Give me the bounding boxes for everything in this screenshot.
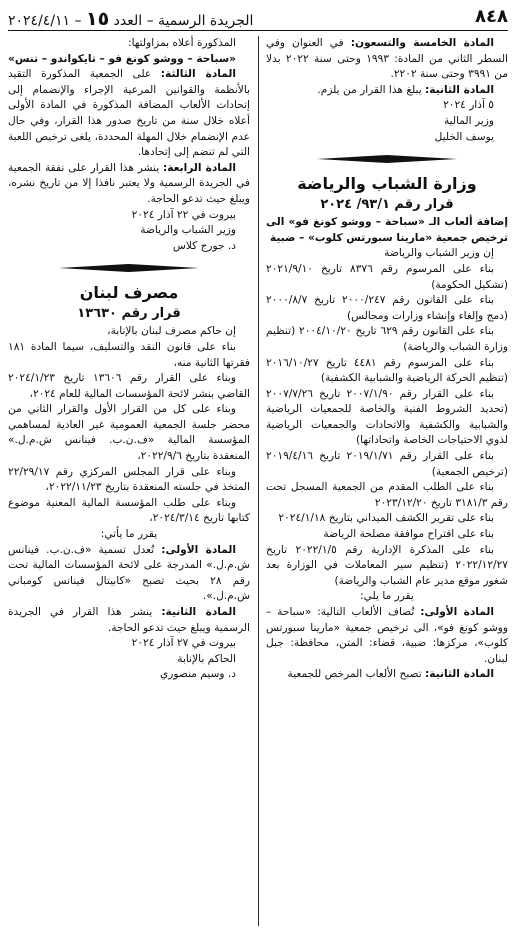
section-separator xyxy=(317,155,457,163)
article-text: تُضاف الألعاب التالية: «سباحة – ووشو كونغ فو»، الى ترخيص جمعية «مارينا سبورتس كلوب»، مركزها: ضبية، قضاء: المتن، محافظة: جبل لبنان. xyxy=(266,606,508,665)
article-text: ينشر هذا القرار في الجريدة الرسمية ويبلغ حيث تدعو الحاجة. xyxy=(8,606,250,634)
basis-item: بناء على القانون رقم ٦٢٩ تاريخ ٢٠٠٤/١٠/٢٠ (تنظيم وزارة الشباب والرياضة) xyxy=(266,325,508,353)
intro: إن وزير الشباب والرياضة xyxy=(384,247,494,260)
article-4 xyxy=(8,161,250,208)
signature-name: يوسف الخليل xyxy=(434,130,494,143)
article-text: تُعدل تسمية «ف.ن.ب. فينانس ش.م.ل.» المدرجة على لائحة المؤسسات المالية تحت رقم ٢٨ بحيث تصبح «كابيتال فينانس كومباني ش.م.ل.». xyxy=(8,543,250,603)
section-separator xyxy=(59,264,199,272)
continued-text: المذكورة أعلاه بمزاولتها: xyxy=(128,37,236,49)
page-number: ٨٤٨ xyxy=(475,6,508,27)
gazette-title xyxy=(8,8,253,30)
decree-subject xyxy=(266,215,508,246)
decree-number: قرار رقم ٩٣/١/ ٢٠٢٤ xyxy=(320,197,454,213)
bank-heading: مصرف لبنان xyxy=(79,283,179,303)
basis-item: وبناء على القرار رقم ١٣٦٠٦ تاريخ ٢٠٢٤/١/٢٣ القاضي بنشر لائحة المؤسسات المالية للعام ٢٠٢٤، xyxy=(8,372,250,400)
column-divider xyxy=(258,36,259,926)
decides-line: يقرر ما يأتي: xyxy=(100,528,158,541)
signature-date: ٥ آذار ٢٠٢٤ xyxy=(443,99,494,112)
basis-item: وبناء على قرار المجلس المركزي رقم ٢٢/٢٩/١٧ المتخذ في جلسته المنعقدة بتاريخ ٢٠٢٢/١١/٢٣، xyxy=(8,465,250,494)
issue-number: ١٥ xyxy=(85,8,110,30)
intro: إن حاكم مصرف لبنان بالإنابة، xyxy=(107,325,236,338)
article-label: المادة الرابعة: xyxy=(163,161,236,174)
basis-item: وبناء على طلب المؤسسة المالية المعنية موضوع كتابها تاريخ ٢٠٢٤/٣/١٤، xyxy=(8,496,250,525)
article-label: المادة الثانية: xyxy=(425,668,494,681)
continued-games: «سباحة – ووشو كونغ فو – تايكواندو – تنس» xyxy=(7,52,236,65)
decides-line: يقرر ما يلي: xyxy=(360,590,414,603)
article-text: تصبح الألعاب المرخص للجمعية xyxy=(287,668,422,681)
gazette-date: – ٢٠٢٤/٤/١١ xyxy=(8,13,82,29)
article-2 xyxy=(8,605,250,636)
signature-name: د. جورج كلاس xyxy=(172,239,236,252)
basis-item: بناء على الطلب المقدم من الجمعية المسجل تحت رقم ٣١٨١/٣ تاريخ ٢٠٢٣/١٢/٢٠ xyxy=(266,481,508,509)
basis-item: بناء على القانون رقم ٢٠٠٠/٢٤٧ تاريخ ٢٠٠٠/٨/٧ (دمج وإلغاء وإنشاء وزارات ومجالس) xyxy=(266,294,508,322)
article-1 xyxy=(8,543,250,605)
article-95 xyxy=(266,36,508,83)
decision-number: قرار رقم ١٣٦٣٠ xyxy=(77,306,181,322)
article-2 xyxy=(266,667,508,683)
right-column xyxy=(266,36,508,683)
article-label: المادة الأولى: xyxy=(420,606,494,618)
article-label: المادة الثانية: xyxy=(425,83,494,96)
article-1 xyxy=(266,605,508,667)
article-3 xyxy=(8,67,250,161)
signature-role: وزير الشباب والرياضة xyxy=(140,224,236,237)
basis-item: بناء على القرار رقم ٢٠٠٧/١/٩٠ تاريخ ٢٠٠٧/٧/٢٦ (تحديد الشروط الفنية والخاصة للجمعيات الرياضية والشبابية والكشفية والاتحادات والجمعيات الرياضية لذوي الاحتياجات الخاصة واتحاداتها) xyxy=(266,387,508,447)
ministry-heading: وزارة الشباب والرياضة xyxy=(297,174,477,194)
page-header xyxy=(8,6,508,31)
article-2 xyxy=(266,83,508,99)
signature-name: د. وسيم منصوري xyxy=(160,668,236,681)
basis-item: بناء على القرار رقم ٢٠١٩/١/٧١ تاريخ ٢٠١٩/٤/١٦ (ترخيص الجمعية) xyxy=(266,450,508,478)
signature-role: الحاكم بالإنابة xyxy=(177,652,236,665)
basis-item: بناء على المذكرة الإدارية رقم ٢٠٢٢/١/٥ تاريخ ٢٠٢٢/١٢/٢٧ (تنظيم سير المعاملات في الوزارة بعد شغور موقع مدير عام الشباب والرياضة) xyxy=(266,543,508,587)
article-text: على الجمعية المذكورة التقيد بالأنظمة والقوانين المرعية الإجراء والإنضمام إلى إتحادات الألعاب المضافة المذكورة في المادة الأولى أعلاه خلال سنة من تاريخ صدور هذا القرار، وفي حال عدم الإنضمام خلال المهلة المحددة، يلغى ترخيص اللعبة التي لم تنضم إلى إتحادها. xyxy=(8,68,250,159)
signature-date: بيروت في ٢٢ آذار ٢٠٢٤ xyxy=(131,208,236,221)
gazette-title-prefix: الجريدة الرسمية – العدد xyxy=(113,13,254,29)
basis-item: وبناء على كل من القرار الأول والقرار الثاني من محضر جلسة الجمعية العمومية غير العادية لمساهمي المؤسسة المالية «ف.ن.ب. فينانس ش.م.ل.» المنعقدة بتاريخ ٢٠٢٢/٩/٦، xyxy=(8,403,250,463)
article-text: ينشر هذا القرار على نفقة الجمعية في الجريدة الرسمية ولا يعتبر نافذا إلا من تاريخ نشره، ويبلغ حيث تدعو الحاجة. xyxy=(8,161,250,205)
basis-item: بناء على اقتراح موافقة مصلحة الرياضة xyxy=(323,528,494,541)
subject-line-2: الى ترخيص جمعية «مارينا سبورتس كلوب» – ضبية xyxy=(266,216,508,244)
signature-date: بيروت في ٢٧ آذار ٢٠٢٤ xyxy=(131,637,236,650)
signature-role: وزير المالية xyxy=(443,114,494,127)
basis-item: بناء على قانون النقد والتسليف، سيما المادة ١٨١ فقرتها الثانية منه، xyxy=(8,340,250,369)
article-text: يبلغ هذا القرار من يلزم. xyxy=(317,83,422,96)
article-label: المادة الثالثة: xyxy=(160,68,236,81)
article-text: في العنوان وفي السطر الثاني من المادة: ١٩٩٣ وحتى سنة ٢٠٢٢ بدلا من ٣٩٩١ وحتى سنة ٢٢٠٢. xyxy=(266,37,508,81)
basis-item: بناء على المرسوم رقم ٨٣٧٦ تاريخ ٢٠٢١/٩/١٠ (تشكيل الحكومة) xyxy=(266,262,508,291)
left-column xyxy=(8,36,250,683)
article-label: المادة الثانية: xyxy=(161,606,236,618)
basis-item: بناء على تقرير الكشف الميداني بتاريخ ٢٠٢٤/١/١٨ xyxy=(278,512,494,525)
subject-line-1: إضافة ألعاب الـ «سباحة – ووشو كونغ فو» xyxy=(288,216,508,229)
article-label: المادة الأولى: xyxy=(161,543,236,556)
article-label: المادة الخامسة والتسعون: xyxy=(350,37,494,49)
basis-item: بناء على المرسوم رقم ٤٤٨١ تاريخ ٢٠١٦/١٠/٢٧ (تنظيم الحركة الرياضية والشبابية الكشفية) xyxy=(266,356,508,385)
